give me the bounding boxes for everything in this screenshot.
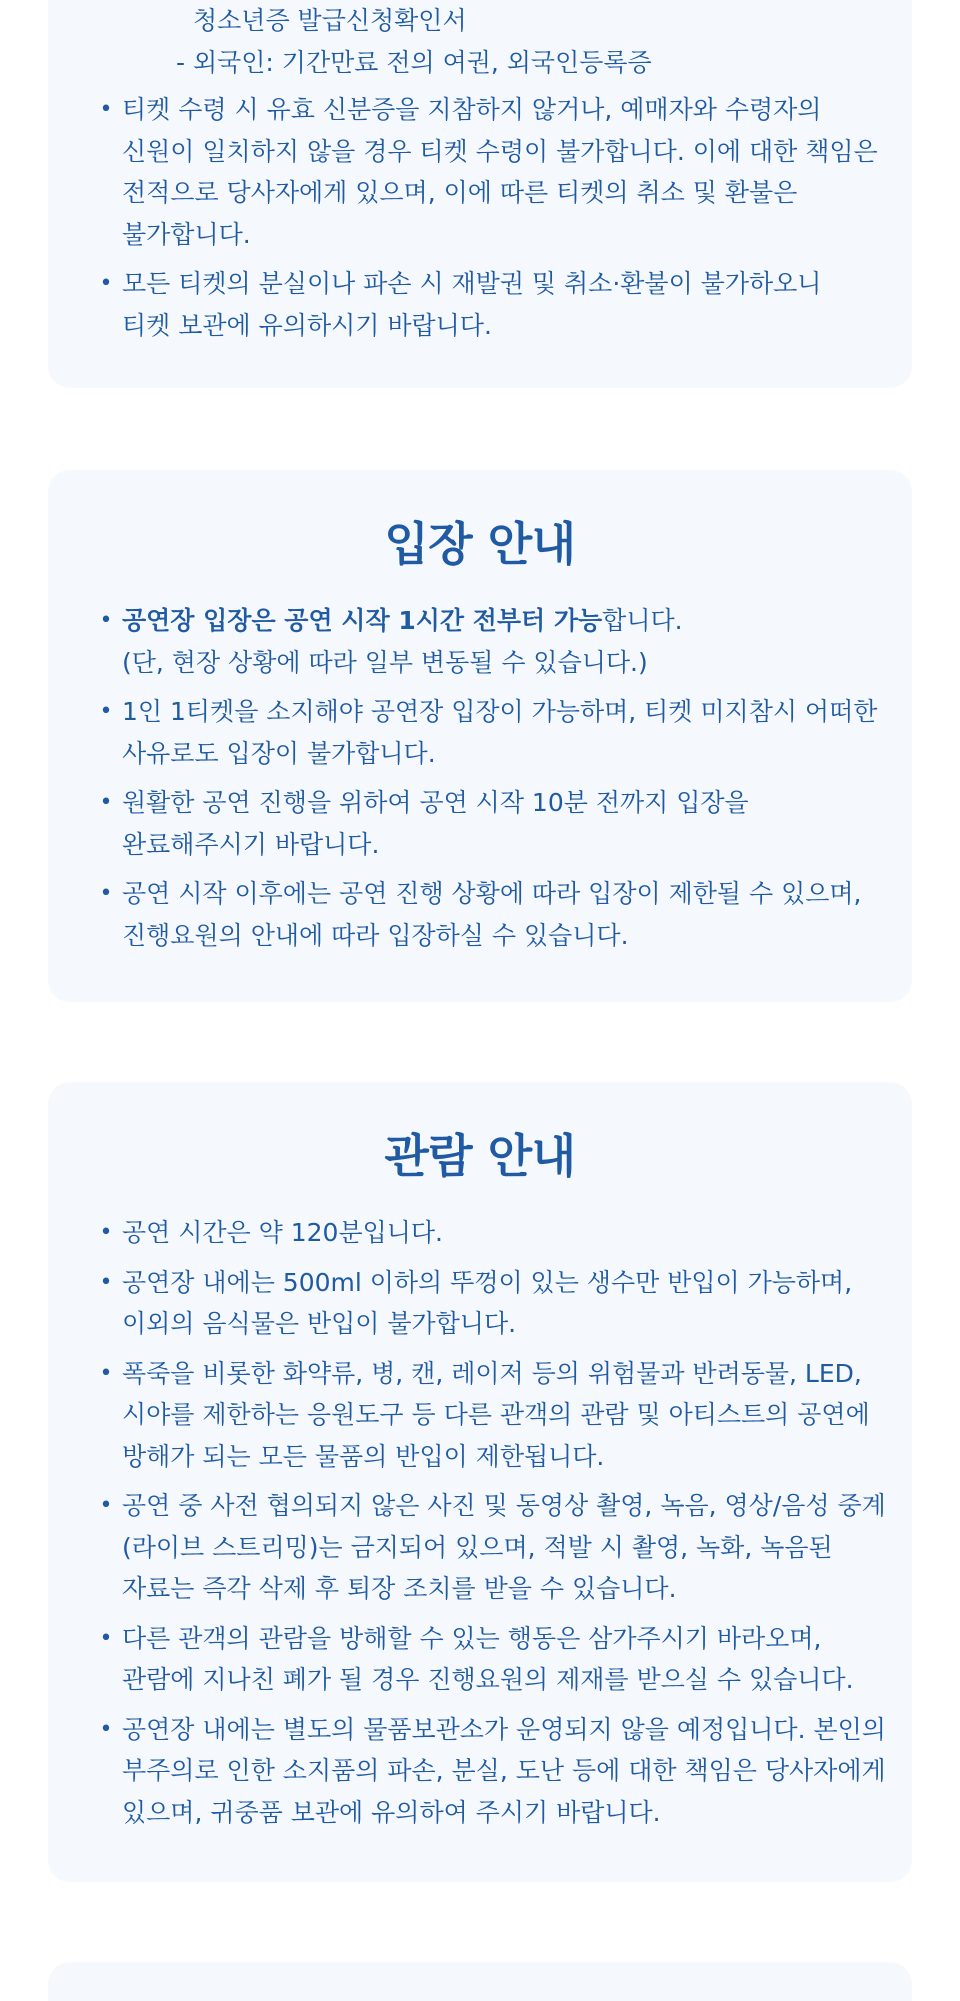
ticket-notice-list bbox=[48, 89, 912, 346]
ticket-notice-card bbox=[48, 0, 912, 388]
list-item-line: 모든 티켓의 분실이나 파손 시 재발권 및 취소·환불이 불가하오니 bbox=[122, 269, 822, 298]
list-item-line: 관람에 지나친 폐가 될 경우 진행요원의 제재를 받으실 수 있습니다. bbox=[122, 1665, 854, 1694]
bullet-icon: • bbox=[99, 1220, 113, 1245]
entry-guide-list bbox=[48, 600, 912, 956]
section-title: 입장 안내 bbox=[384, 517, 576, 571]
list-item-line: 사유로도 입장이 불가합니다. bbox=[122, 738, 436, 768]
list-item-line: 완료해주시기 바랍니다. bbox=[122, 829, 380, 859]
bullet-icon: • bbox=[99, 790, 113, 815]
list-item-line: 자료는 즉각 삭제 후 퇴장 조치를 받을 수 있습니다. bbox=[122, 1574, 677, 1603]
list-item-line: (라이브 스트리밍)는 금지되어 있으며, 적발 시 촬영, 녹화, 녹음된 bbox=[122, 1532, 833, 1562]
list-item-line: 원활한 공연 진행을 위하여 공연 시작 10분 전까지 입장을 bbox=[122, 788, 749, 817]
list-item-line: 방해가 되는 모든 물품의 반입이 제한됩니다. bbox=[122, 1441, 605, 1471]
list-item-line: (단, 현장 상황에 따라 일부 변동될 수 있습니다.) bbox=[122, 647, 648, 677]
id-list-continuation bbox=[48, 0, 912, 42]
section-title: 관람 안내 bbox=[384, 1129, 576, 1183]
continuation-line: - 외국인: 기간만료 전의 여권, 외국인등록증 bbox=[176, 47, 652, 77]
id-list-continuation bbox=[48, 42, 912, 84]
emphasis-text: 공연장 입장은 공연 시작 1시간 전부터 가능 bbox=[122, 606, 603, 635]
bullet-icon: • bbox=[99, 97, 113, 122]
entry-guide-card bbox=[48, 470, 912, 1002]
viewing-guide-list bbox=[48, 1212, 912, 1833]
list-item-line: 폭죽을 비롯한 화약류, 병, 캔, 레이저 등의 위험물과 반려동물, LED, bbox=[122, 1358, 862, 1388]
list-item bbox=[48, 1709, 912, 1834]
list-item-line: 공연 시작 이후에는 공연 진행 상황에 따라 입장이 제한될 수 있으며, bbox=[122, 879, 862, 908]
bullet-icon: • bbox=[99, 271, 113, 296]
list-item bbox=[48, 1485, 912, 1610]
list-item-line: 공연장 내에는 별도의 물품보관소가 운영되지 않을 예정입니다. 본인의 bbox=[122, 1714, 886, 1744]
bullet-icon: • bbox=[99, 608, 113, 633]
list-item bbox=[48, 1353, 912, 1478]
list-item-line: 있으며, 귀중품 보관에 유의하여 주시기 바랍니다. bbox=[122, 1797, 661, 1827]
list-item bbox=[48, 691, 912, 774]
bullet-icon: • bbox=[99, 1716, 113, 1742]
list-item-line: 전적으로 당사자에게 있으며, 이에 따른 티켓의 취소 및 환불은 bbox=[122, 178, 798, 207]
list-item-line: 티켓 보관에 유의하시기 바랍니다. bbox=[122, 310, 492, 340]
list-item-line: 진행요원의 안내에 따라 입장하실 수 있습니다. bbox=[122, 920, 629, 950]
list-item-line: 신원이 일치하지 않을 경우 티켓 수령이 불가합니다. 이에 대한 책임은 bbox=[122, 136, 878, 166]
bullet-icon: • bbox=[99, 1269, 113, 1295]
bullet-icon: • bbox=[99, 881, 113, 906]
bullet-icon: • bbox=[99, 1360, 113, 1386]
continuation-line: 청소년증 발급신청확인서 bbox=[193, 6, 467, 35]
list-item-line: 부주의로 인한 소지품의 파손, 분실, 도난 등에 대한 책임은 당사자에게 bbox=[122, 1756, 886, 1785]
list-item bbox=[48, 782, 912, 865]
list-item-line: 1인 1티켓을 소지해야 공연장 입장이 가능하며, 티켓 미지참시 어떠한 bbox=[122, 697, 878, 726]
list-item bbox=[48, 263, 912, 346]
list-item-line: 시야를 제한하는 응원도구 등 다른 관객의 관람 및 아티스트의 공연에 bbox=[122, 1400, 870, 1429]
list-item bbox=[48, 89, 912, 255]
list-item-line: 이외의 음식물은 반입이 불가합니다. bbox=[122, 1309, 517, 1338]
list-item-line: 불가합니다. bbox=[122, 219, 251, 249]
list-item-text: 합니다. bbox=[602, 606, 683, 635]
list-item-line: 공연 시간은 약 120분입니다. bbox=[122, 1218, 444, 1247]
list-item bbox=[48, 1618, 912, 1701]
bullet-icon: • bbox=[99, 1625, 113, 1651]
bullet-icon: • bbox=[99, 699, 113, 724]
list-item bbox=[48, 1262, 912, 1345]
list-item-line: 티켓 수령 시 유효 신분증을 지참하지 않거나, 예매자와 수령자의 bbox=[122, 95, 822, 124]
list-item-line: 공연장 내에는 500ml 이하의 뚜껑이 있는 생수만 반입이 가능하며, bbox=[122, 1267, 853, 1297]
list-item bbox=[48, 1212, 912, 1254]
bullet-icon: • bbox=[99, 1493, 113, 1518]
list-item bbox=[48, 873, 912, 956]
list-item-line bbox=[122, 600, 884, 642]
list-item-line: 공연 중 사전 협의되지 않은 사진 및 동영상 촬영, 녹음, 영상/음성 중계 bbox=[122, 1491, 886, 1520]
viewing-guide-card bbox=[48, 1082, 912, 1882]
list-item bbox=[48, 600, 912, 683]
next-section-card bbox=[48, 1962, 912, 2001]
list-item-line: 다른 관객의 관람을 방해할 수 있는 행동은 삼가주시기 바라오며, bbox=[122, 1623, 822, 1653]
